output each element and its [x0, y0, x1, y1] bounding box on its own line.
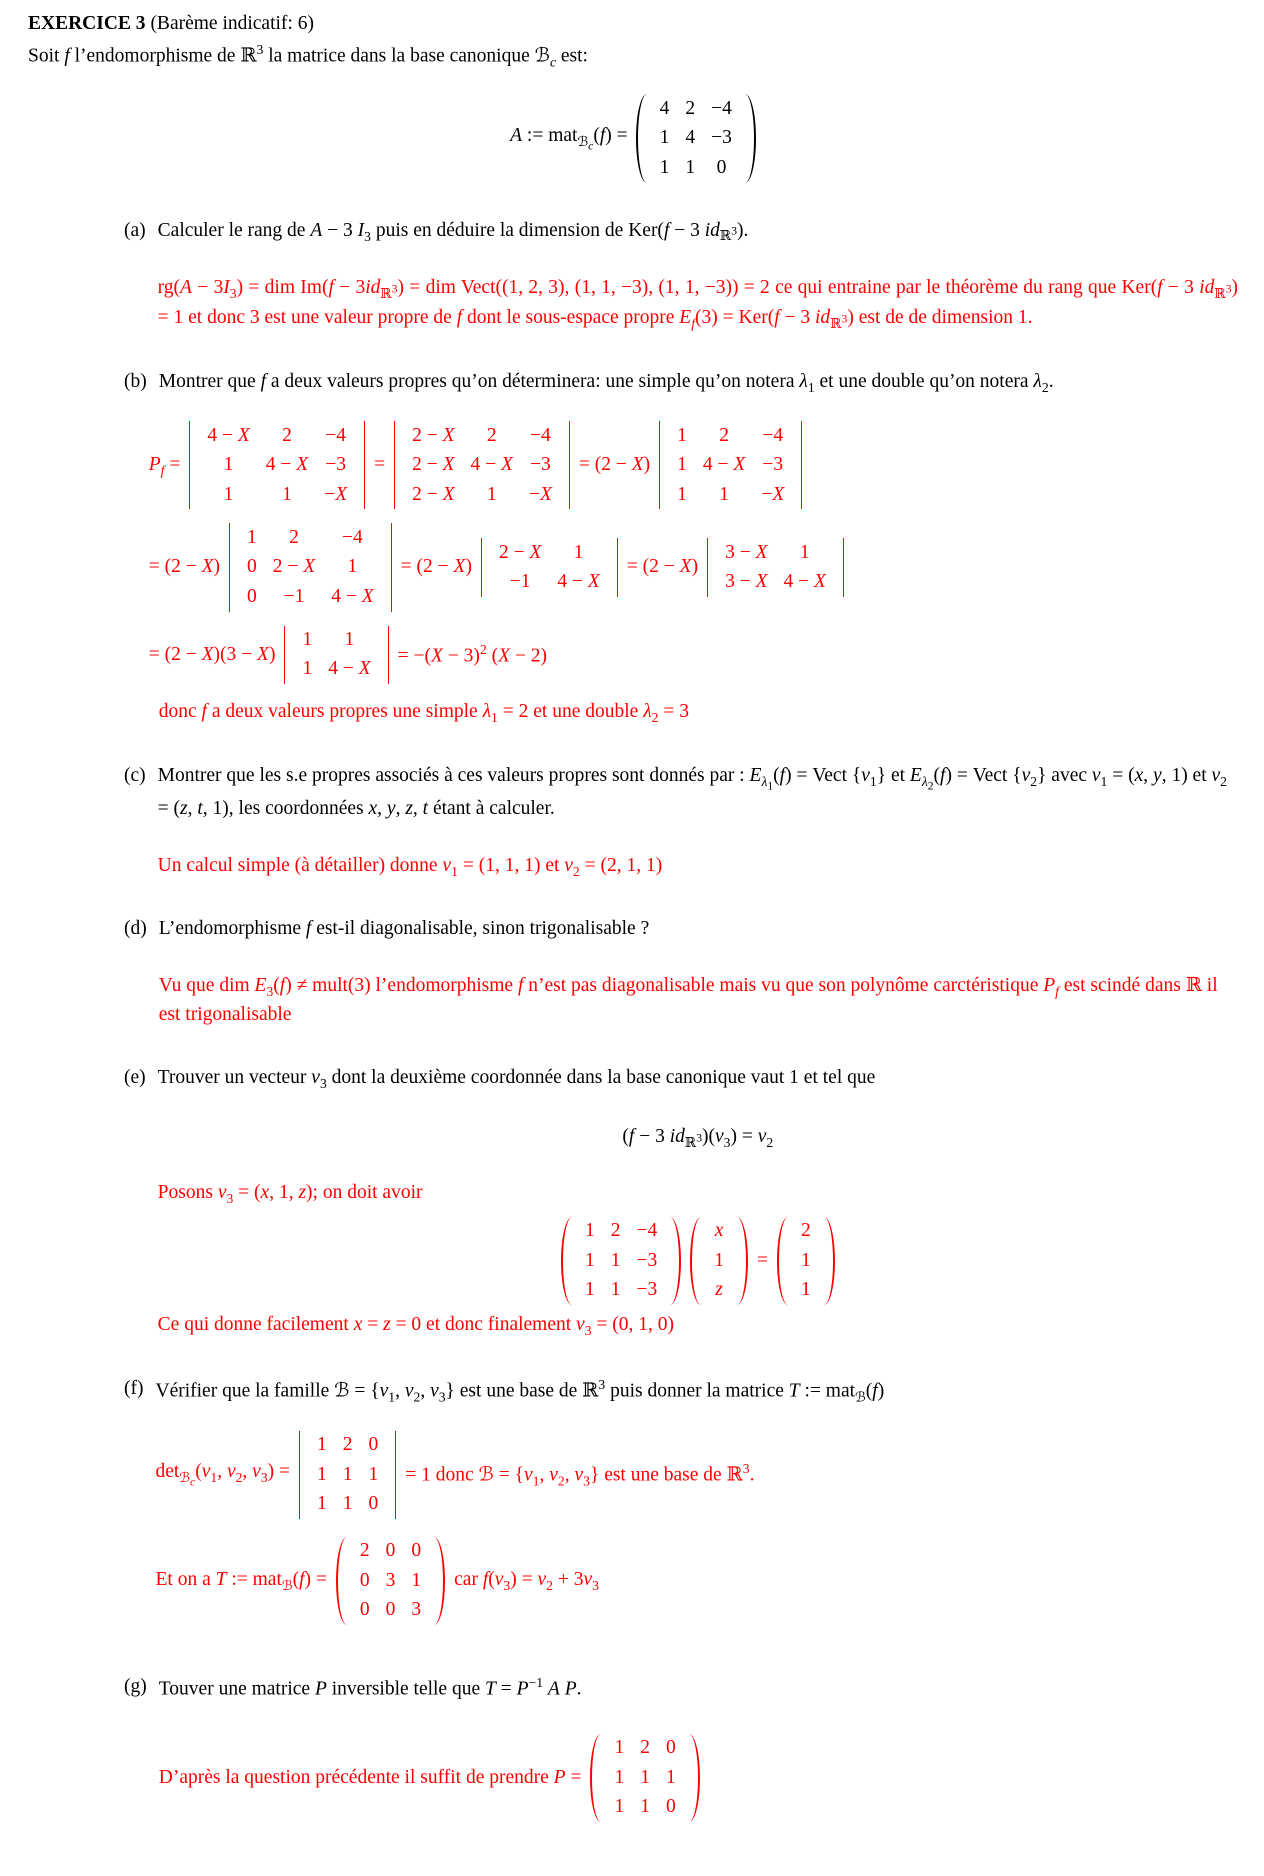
matrix-cell: −4 — [762, 424, 784, 446]
matrix-grid — [404, 421, 560, 509]
matrix-cell: −3 — [711, 127, 732, 149]
determinant — [229, 523, 392, 611]
matrix-cell: 4 − X — [783, 571, 826, 593]
matrix-cell: 3 — [411, 1599, 422, 1621]
determinant — [284, 626, 388, 685]
item-d-label: (d) — [124, 918, 147, 940]
expr-segment: car $f(v_3) = v_2 + 3v_3$ — [454, 1569, 599, 1593]
item-e-question: Trouver un vecteur $v_3$ dont la deuxième coordonnée dans la base canonique vaut 1 et tel que — [157, 1066, 876, 1091]
item-g-body — [159, 1673, 1238, 1836]
determinant — [394, 421, 570, 509]
matrix-cell: 0 — [368, 1492, 379, 1514]
item-a-label: (a) — [124, 219, 146, 241]
matrix-cell: 1 — [247, 526, 257, 548]
matrix-cell: 4 − X — [702, 454, 746, 476]
item-b-solution — [149, 421, 1238, 728]
matrix-cell: 2 — [719, 424, 729, 446]
matrix-grid — [239, 523, 382, 611]
item-g-label: (g) — [124, 1675, 147, 1697]
item-b — [28, 368, 1238, 728]
matrix-cell: 2 — [289, 526, 299, 548]
matrix-cell: −4 — [325, 424, 347, 446]
matrix-cell: 1 — [714, 1249, 724, 1271]
matrix-cell: 3 − X — [725, 541, 768, 563]
item-c-label: (c) — [124, 765, 146, 787]
item-e-body — [158, 1064, 1238, 1341]
determinant — [707, 538, 844, 597]
matrix-grid — [352, 1537, 429, 1625]
matrix-cell: 1 — [342, 1492, 353, 1514]
matrix-cell: 1 — [282, 483, 292, 505]
matrix-cell: 1 — [368, 1463, 379, 1485]
matrix-cell: 1 — [614, 1766, 625, 1788]
matrix-grid — [199, 421, 355, 509]
determinant — [481, 538, 618, 597]
matrix-cell: 4 − X — [331, 585, 374, 607]
matrix-cell: 2 − X — [412, 454, 455, 476]
matrix-grid — [652, 94, 740, 182]
matrix-cell: 1 — [317, 1463, 327, 1485]
item-g-solution — [159, 1734, 1238, 1822]
item-e — [28, 1064, 1238, 1341]
item-g — [28, 1673, 1238, 1836]
system-matrix — [561, 1217, 681, 1305]
expr-segment: = (2 − X)(3 − X) — [148, 643, 276, 665]
matrix-cell: 1 — [610, 1278, 621, 1300]
matrix-cell: 0 — [665, 1737, 676, 1759]
expr-segment: D’après la question précédente il suffit de prendre P = — [158, 1766, 582, 1788]
matrix-cell: 2 − X — [412, 424, 455, 446]
matrix-cell: 0 — [385, 1599, 396, 1621]
matrix-grid — [793, 1217, 819, 1305]
matrix-cell: −X — [324, 483, 348, 505]
matrix-cell: 1 — [677, 424, 687, 446]
matrix-cell: −X — [528, 483, 552, 505]
matrix-cell: 1 — [610, 1249, 621, 1271]
matrix-cell: −4 — [342, 526, 363, 548]
matrix-cell: 4 — [659, 97, 670, 119]
exercise-title: EXERCICE 3 — [28, 13, 146, 34]
matrix-cell: x — [714, 1220, 724, 1242]
determinant — [299, 1431, 396, 1519]
matrix-cell: 1 — [800, 1278, 811, 1300]
matrix-cell: 1 — [411, 1569, 422, 1591]
matrix-grid — [706, 1217, 732, 1305]
item-g-question: Touver une matrice P inversible telle que $T = P^{-1}$ A P. — [158, 1674, 582, 1700]
matrix-grid — [717, 538, 834, 597]
matrix-grid — [606, 1734, 683, 1822]
matrix-cell: 2 — [282, 424, 292, 446]
matrix-cell: 2 — [342, 1434, 353, 1456]
matrix-cell: −3 — [636, 1278, 658, 1300]
matrix-cell: 1 — [659, 156, 670, 178]
matrix-cell: 3 — [385, 1569, 396, 1591]
item-d — [28, 915, 1238, 1029]
matrix-A — [636, 94, 756, 182]
matrix-A-definition — [28, 94, 1238, 182]
matrix-cell: 1 — [342, 1463, 353, 1485]
matrix-cell: 1 — [665, 1766, 676, 1788]
matrix-cell: 4 − X — [470, 454, 513, 476]
item-c-body — [158, 762, 1238, 881]
matrix-cell: 1 — [302, 629, 313, 651]
unknown-vector — [690, 1217, 748, 1305]
item-a — [28, 217, 1238, 334]
item-c-solution: Un calcul simple (à détailler) donne $v_1 = (1$, 1, 1) et $v_2 = (2$, 1, 1) — [157, 854, 663, 879]
matrix-cell: 1 — [223, 454, 234, 476]
item-c — [28, 762, 1238, 881]
matrix-cell: 2 — [359, 1540, 370, 1562]
matrix-cell: 3 − X — [725, 571, 768, 593]
matrix-cell: −3 — [762, 454, 784, 476]
matrix-cell: 0 — [368, 1434, 379, 1456]
item-f-solution — [155, 1431, 1238, 1625]
expr-segment: = — [374, 454, 386, 476]
matrix-cell: −1 — [509, 571, 531, 593]
matrix-cell: 1 — [614, 1795, 625, 1817]
matrix-cell: 1 — [640, 1795, 650, 1817]
item-e-system — [158, 1217, 1238, 1305]
matrix-cell: z — [715, 1278, 723, 1300]
item-f-label: (f) — [124, 1377, 144, 1399]
matrix-grid — [491, 538, 608, 597]
item-b-question: Montrer que f a deux valeurs propres qu’on déterminera: une simple qu’on notera $\lambda_1$ et une double qu’on notera $\lambda_2$. — [158, 370, 1054, 395]
expr-segment: $\det_{ℬ_c}(v_1$, $v_2$, $v_3$) = — [155, 1461, 291, 1489]
matrix-P — [590, 1734, 699, 1822]
expr-segment: = (2 − X) — [578, 454, 651, 476]
determinant — [659, 421, 802, 509]
matrix-cell: 1 — [799, 541, 810, 563]
matrix-cell: 1 — [719, 483, 729, 505]
item-a-solution: $rg(A - 3I_3)$ = dim $Im(f - 3id_{ℝ^3})$ = dim Vect((1, 2, 3), (1, 1, −3), (1, 1, −3)) = 2 ce qui entraine par le théorème du rang que Ker(f − 3 $id_{ℝ^3}) = 1$ et donc 3 est une valeur propre de f dont le sous-espace propre $E_f(3) = Ker(f - 3$ $id_{ℝ^3}$) est de de dimension 1. — [157, 277, 1239, 331]
equals-sign: = — [756, 1249, 768, 1271]
matrix-cell: 1 — [584, 1249, 595, 1271]
matrix-cell: 1 — [317, 1434, 327, 1456]
expr-segment: = 1 donc ℬ = {$v_1$, $v_2$, $v_3$} est une base de ℝ$^3$. — [405, 1460, 755, 1489]
charpoly-line-2 — [149, 523, 1238, 611]
matrix-cell: 0 — [359, 1599, 370, 1621]
matrix-cell: −3 — [636, 1249, 658, 1271]
matrix-cell: 1 — [573, 541, 584, 563]
matrix-cell: 0 — [716, 156, 727, 178]
matrix-T — [336, 1537, 445, 1625]
matrix-cell: 0 — [665, 1795, 676, 1817]
matrix-cell: 2 — [610, 1220, 621, 1242]
expr-segment: = (2 − X) — [148, 556, 221, 578]
basis-determinant-line — [155, 1431, 1238, 1519]
matrix-cell: 1 — [659, 127, 670, 149]
matrix-cell: 1 — [223, 483, 234, 505]
matrix-cell: 1 — [685, 156, 696, 178]
item-a-body — [158, 217, 1238, 334]
matrix-cell: 1 — [344, 629, 355, 651]
item-c-question: Montrer que les s.e propres associés à ces valeurs propres sont donnés par : $E_{\lambda_1}(f)$ = Vect $\{v_1\}$ et $E_{\lambda_2}(f)$ = Vect $\{v_2\}$ avec $v_1 = (x$, y, 1) et $v_2 = (z$, t, 1), les coordonnées x, y, z, t étant à calculer. — [157, 765, 1227, 820]
matrix-cell: −3 — [325, 454, 347, 476]
matrix-cell: 2 — [486, 424, 497, 446]
matrix-cell: −4 — [636, 1220, 658, 1242]
matrix-cell: 4 − X — [328, 658, 371, 680]
matrix-cell: 0 — [359, 1569, 370, 1591]
matrix-grid — [309, 1431, 386, 1519]
matrix-T-line — [155, 1537, 1238, 1625]
matrix-cell: −4 — [530, 424, 551, 446]
matrix-cell: 2 — [640, 1737, 650, 1759]
matrix-cell: 1 — [317, 1492, 327, 1514]
intro-text: Soit f l’endomorphisme de ℝ$^3$ la matrice dans la base canonique ℬ$_c$ est: — [28, 42, 588, 70]
rhs-vector — [777, 1217, 835, 1305]
matrix-cell: −3 — [530, 454, 551, 476]
item-b-body — [148, 368, 1238, 728]
matrix-grid — [577, 1217, 665, 1305]
matrix-cell: 1 — [302, 658, 313, 680]
equation-text: (f − 3 $id_{ℝ^3})(v_3) = v_2$ — [622, 1126, 774, 1151]
item-e-label: (e) — [124, 1066, 146, 1088]
matrix-cell: 1 — [486, 483, 497, 505]
item-d-question: L’endomorphisme f est-il diagonalisable, sinon trigonalisable ? — [158, 918, 650, 940]
matrix-cell: 4 − X — [207, 424, 250, 446]
expr-segment: = $-(X - 3)^2$ (X − 2) — [397, 641, 548, 667]
matrix-cell: 2 — [685, 97, 696, 119]
matrix-cell: 2 − X — [412, 483, 455, 505]
item-f-question: Vérifier que la famille ℬ = {$v_1$, $v_2$, $v_3$} est une base de ℝ$^3$ puis donner la matrice T := mat$_ℬ$(f) — [155, 1376, 885, 1404]
item-d-body — [159, 915, 1238, 1029]
matrix-cell: 0 — [385, 1540, 396, 1562]
matrix-cell: −1 — [283, 585, 305, 607]
matrix-cell: 4 − X — [557, 571, 600, 593]
matrix-cell: −X — [761, 483, 785, 505]
item-a-question: Calculer le rang de A − 3 $I_3$ puis en déduire la dimension de Ker(f − 3 $id_{ℝ^3}$). — [157, 219, 749, 244]
expr-segment: = (2 − X) — [400, 556, 472, 578]
expr-segment: = (2 − X) — [626, 556, 699, 578]
exercise-heading — [28, 10, 1238, 38]
item-e-conclusion: Ce qui donne facilement x = z = 0 et donc finalement $v_3 = (0$, 1, 0) — [157, 1313, 675, 1338]
matrix-cell: 1 — [584, 1278, 595, 1300]
item-e-posons: Posons $v_3 = (x$, 1, z); on doit avoir — [157, 1182, 423, 1206]
item-d-solution: Vu que dim $E_3(f)$ ≠ mult(3) l’endomorphisme f n’est pas diagonalisable mais vu que son polynôme carctéristique $P_f$ est scindé dans ℝ il est trigonalisable — [158, 974, 1218, 1026]
expr-segment: Et on a T := mat$_ℬ$(f) = — [155, 1569, 327, 1593]
matrix-cell: 2 − X — [498, 541, 542, 563]
matrix-cell: 1 — [677, 454, 687, 476]
matrix-cell: 1 — [614, 1737, 625, 1759]
item-f — [28, 1375, 1238, 1639]
item-b-label: (b) — [124, 370, 147, 392]
matrix-grid — [294, 626, 378, 685]
matrix-cell: 1 — [677, 483, 687, 505]
charpoly-line-3 — [149, 626, 1238, 685]
matrix-grid — [669, 421, 792, 509]
matrix-cell: 1 — [347, 556, 358, 578]
matrix-cell: 4 − X — [265, 454, 309, 476]
matrix-cell: 2 — [800, 1220, 811, 1242]
matrix-cell: −4 — [711, 97, 732, 119]
matrix-cell: 0 — [247, 585, 257, 607]
item-f-body — [155, 1375, 1238, 1639]
expr-segment: $P_f$ = — [148, 453, 181, 478]
matrix-cell: 1 — [800, 1249, 811, 1271]
item-b-conclusion: donc f a deux valeurs propres une simple $\lambda_1 = 2$ et une double $\lambda_2 = 3$ — [158, 701, 689, 726]
matrix-A-lhs: A := mat$_{ℬ_c}$(f) = — [510, 124, 628, 153]
determinant — [189, 421, 365, 509]
exercise-grading-note: (Barème indicatif: 6) — [145, 13, 314, 34]
matrix-cell: 4 — [685, 127, 696, 149]
matrix-cell: 1 — [584, 1220, 595, 1242]
matrix-cell: 2 − X — [272, 556, 316, 578]
charpoly-line-1 — [149, 421, 1238, 509]
matrix-cell: 0 — [247, 556, 257, 578]
matrix-cell: 1 — [640, 1766, 650, 1788]
item-e-equation — [158, 1123, 1238, 1153]
matrix-cell: 0 — [411, 1540, 422, 1562]
